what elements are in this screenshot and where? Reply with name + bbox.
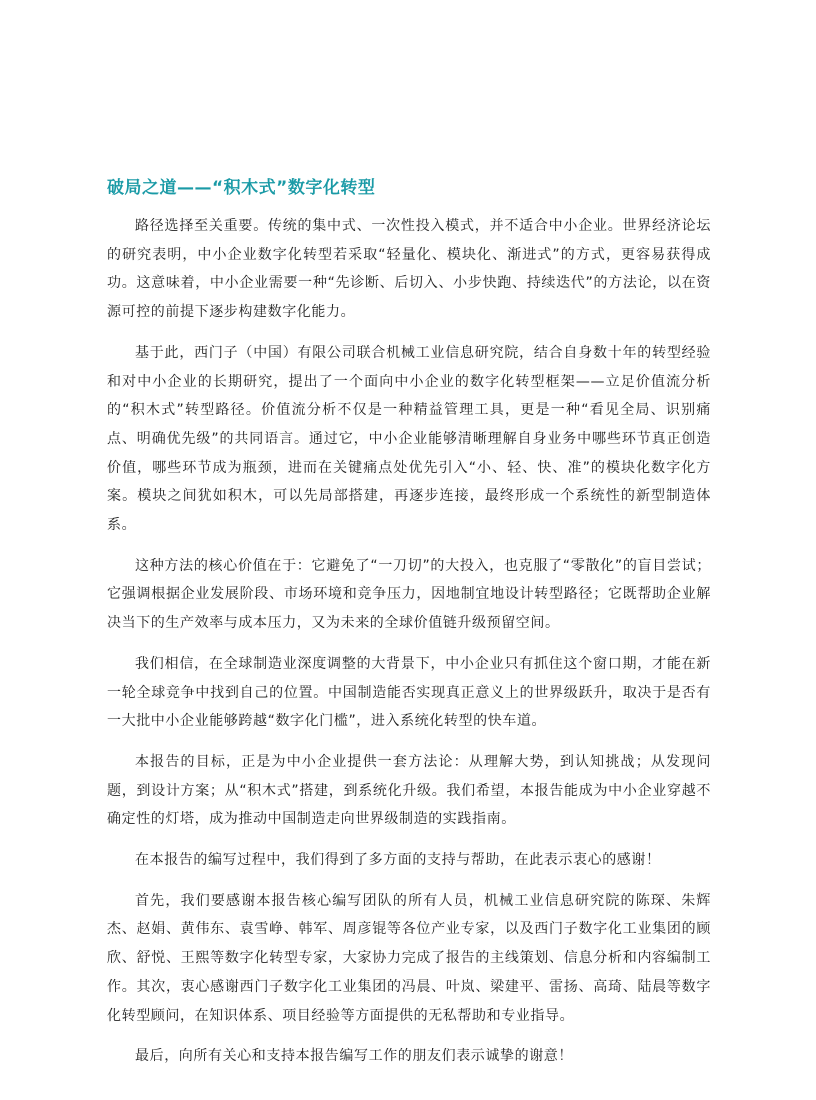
- paragraph-thanks-intro: 在本报告的编写过程中，我们得到了多方面的支持与帮助，在此表示衷心的感谢！: [135, 852, 661, 869]
- paragraph-core-value: 这种方法的核心价值在于：它避免了“一刀切”的大投入，也克服了“零散化”的盲目尝试；它强调根据企业发展阶段、市场环境和竞争压力，因地制宜地设计转型路径；它既帮助企业解决当下的生产效率与成本压力，又为未来的全球价值链升级预留空间。: [107, 557, 711, 632]
- document-page: [107, 176, 711, 1083]
- paragraph-acknowledgements: 首先，我们要感谢本报告核心编写团队的所有人员，机械工业信息研究院的陈琛、朱辉杰、赵娟、黄伟东、袁雪峥、韩军、周彦锟等各位产业专家，以及西门子数字化工业集团的顾欣、舒悦、王熙等数字化转型专家，大家协力完成了报告的主线策划、信息分析和内容编制工作。其次，衷心感谢西门子数字化工业集团的冯晨、叶岚、梁建平、雷扬、高琦、陆晨等数字化转型顾问，在知识体系、项目经验等方面提供的无私帮助和专业指导。: [107, 892, 711, 1024]
- section-heading: 破局之道——“积木式”数字化转型: [107, 178, 376, 198]
- paragraph-framework: 基于此，西门子（中国）有限公司联合机械工业信息研究院，结合自身数十年的转型经验和对中小企业的长期研究，提出了一个面向中小企业的数字化转型框架——立足价值流分析的“积木式”转型路径。价值流分析不仅是一种精益管理工具，更是一种“看见全局、识别痛点、明确优先级”的共同语言。通过它，中小企业能够清晰理解自身业务中哪些环节真正创造价值，哪些环节成为瓶颈，进而在关键痛点处优先引入“小、轻、快、准”的模块化数字化方案。模块之间犹如积木，可以先局部搭建，再逐步连接，最终形成一个系统性的新型制造体系。: [107, 344, 711, 534]
- paragraph-report-goal: 本报告的目标，正是为中小企业提供一套方法论：从理解大势，到认知挑战；从发现问题，到设计方案；从“积木式”搭建，到系统化升级。我们希望，本报告能成为中小企业穿越不确定性的灯塔，成为推动中国制造走向世界级制造的实践指南。: [107, 753, 711, 828]
- paragraph-closing: 最后，向所有关心和支持本报告编写工作的朋友们表示诚挚的谢意！: [135, 1048, 573, 1065]
- paragraph-belief: 我们相信，在全球制造业深度调整的大背景下，中小企业只有抓住这个窗口期，才能在新一轮全球竞争中找到自己的位置。中国制造能否实现真正意义上的世界级跃升，取决于是否有一大批中小企业能够跨越“数字化门槛”，进入系统化转型的快车道。: [107, 655, 711, 730]
- paragraph-path-selection: 路径选择至关重要。传统的集中式、一次性投入模式，并不适合中小企业。世界经济论坛的研究表明，中小企业数字化转型若采取“轻量化、模块化、渐进式”的方式，更容易获得成功。这意味着，中小企业需要一种“先诊断、后切入、小步快跑、持续迭代”的方法论，以在资源可控的前提下逐步构建数字化能力。: [107, 218, 711, 321]
